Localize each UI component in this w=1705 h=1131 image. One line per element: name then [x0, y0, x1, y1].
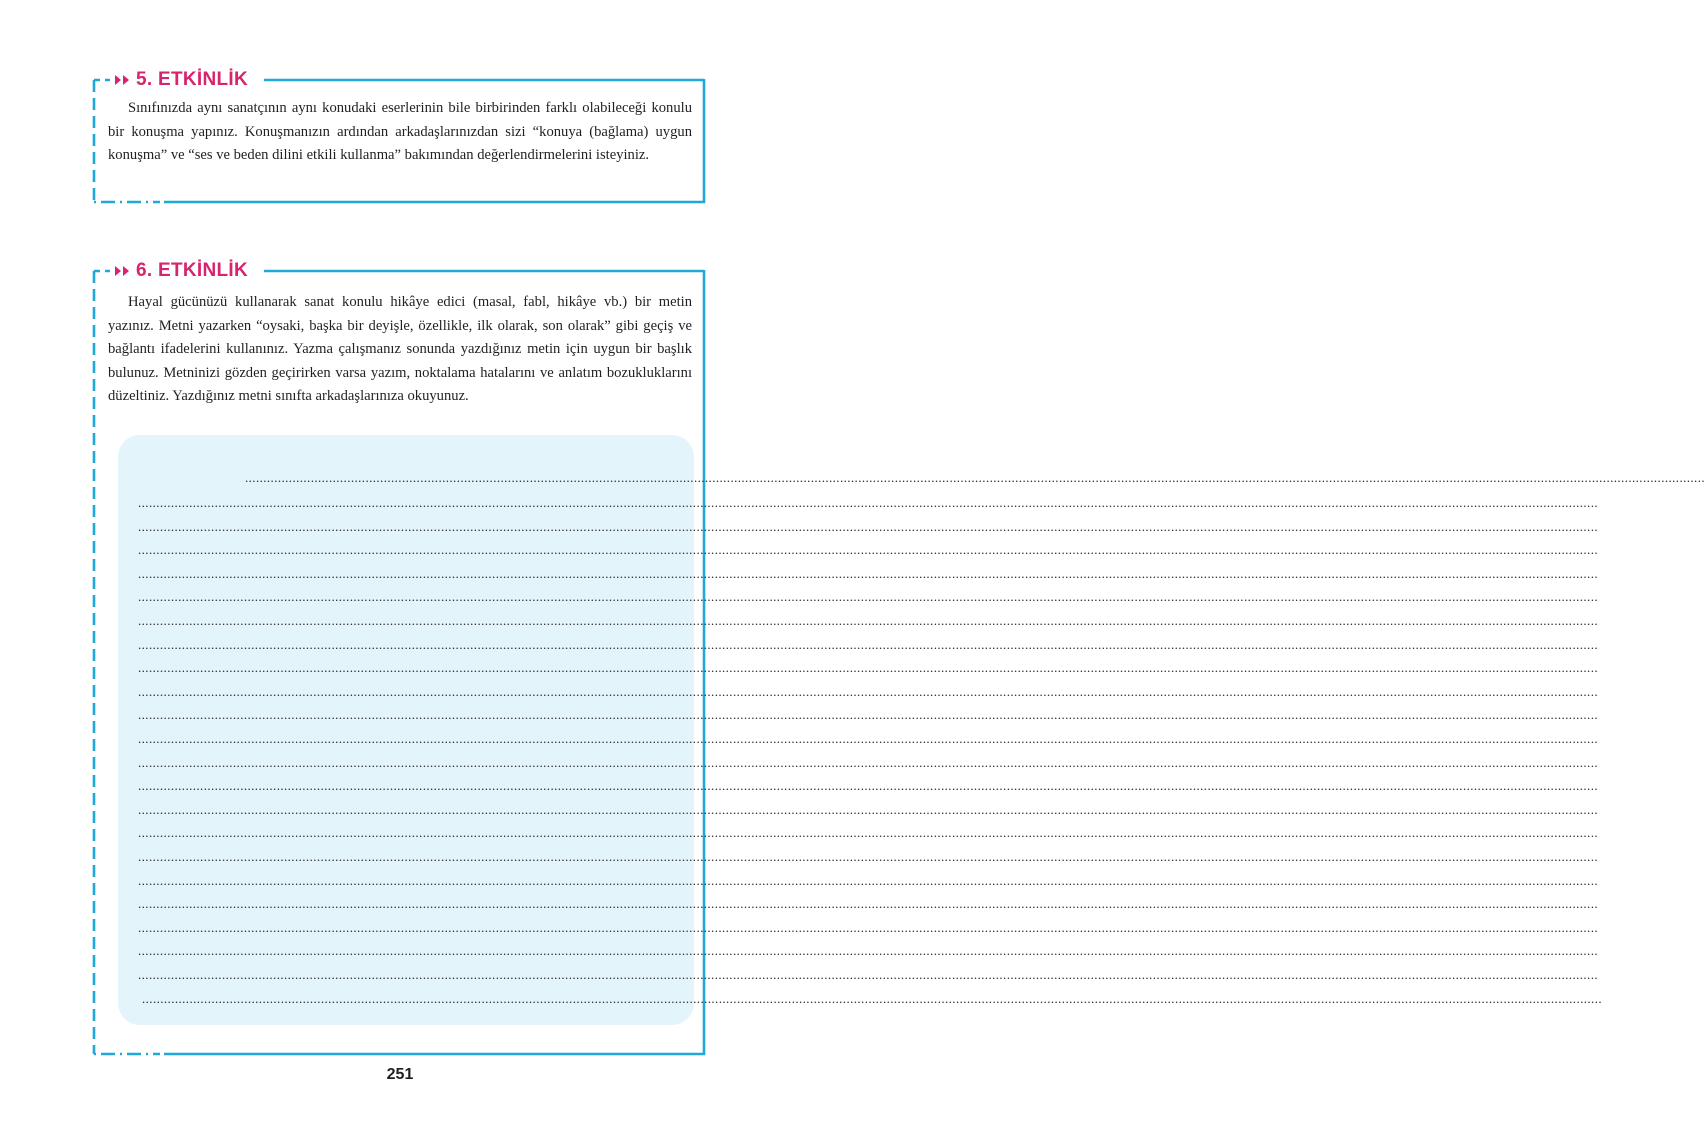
writing-line[interactable]: ................................................................................................................................................................................................................................................................................................................................................................................................................ — [142, 990, 1602, 1006]
activity-instructions: Sınıfınızda aynı sanatçının aynı konudaki eserlerinin bile birbirinden farklı olabileceği konulu bir konuşma yapınız. Konuşmanızın ardından arkadaşlarınızdan sizi “konuya (bağlama) uygun konuşma” ve “ses ve beden dilini etkili kullanma” bakımından değerlendirmelerini isteyiniz. — [108, 100, 692, 164]
double-arrow-icon — [114, 264, 132, 278]
double-arrow-icon — [114, 73, 132, 87]
writing-line[interactable]: ................................................................................................................................................................................................................................................................................................................................................................................................................ — [138, 589, 1598, 605]
page-number: 251 — [386, 1066, 414, 1083]
writing-line[interactable]: ................................................................................................................................................................................................................................................................................................................................................................................................................ — [138, 825, 1598, 841]
writing-line[interactable]: ................................................................................................................................................................................................................................................................................................................................................................................................................ — [138, 518, 1598, 534]
activity-heading — [110, 259, 254, 283]
writing-line[interactable]: ................................................................................................................................................................................................................................................................................................................................................................................................................ — [138, 660, 1598, 676]
writing-line[interactable]: ................................................................................................................................................................................................................................................................................................................................................................................................................ — [138, 683, 1598, 699]
title-writing-line[interactable]: ................................................................................................................................................................................................................................................................................................................................................................................................................ — [245, 470, 1705, 485]
writing-line[interactable]: ................................................................................................................................................................................................................................................................................................................................................................................................................ — [138, 636, 1598, 652]
activity-title: 5. ETKİNLİK — [136, 69, 249, 90]
writing-line[interactable]: ................................................................................................................................................................................................................................................................................................................................................................................................................ — [138, 754, 1598, 770]
activity-heading — [110, 68, 254, 92]
writing-area[interactable] — [118, 435, 1705, 1025]
writing-line[interactable]: ................................................................................................................................................................................................................................................................................................................................................................................................................ — [138, 967, 1598, 982]
writing-line[interactable]: ................................................................................................................................................................................................................................................................................................................................................................................................................ — [138, 919, 1598, 935]
writing-line[interactable]: ................................................................................................................................................................................................................................................................................................................................................................................................................ — [138, 565, 1598, 581]
writing-line[interactable]: ................................................................................................................................................................................................................................................................................................................................................................................................................ — [138, 778, 1598, 794]
writing-line[interactable]: ................................................................................................................................................................................................................................................................................................................................................................................................................ — [138, 613, 1598, 628]
writing-line[interactable]: ................................................................................................................................................................................................................................................................................................................................................................................................................ — [138, 801, 1598, 817]
writing-line[interactable]: ................................................................................................................................................................................................................................................................................................................................................................................................................ — [138, 707, 1598, 723]
writing-line[interactable]: ................................................................................................................................................................................................................................................................................................................................................................................................................ — [138, 896, 1598, 912]
activity-6-box — [92, 260, 1705, 1056]
writing-line[interactable]: ................................................................................................................................................................................................................................................................................................................................................................................................................ — [138, 849, 1598, 864]
activity-title: 6. ETKİNLİK — [136, 260, 249, 281]
writing-line[interactable]: ................................................................................................................................................................................................................................................................................................................................................................................................................ — [138, 542, 1598, 558]
writing-line[interactable]: ................................................................................................................................................................................................................................................................................................................................................................................................................ — [138, 943, 1598, 959]
writing-line[interactable]: ................................................................................................................................................................................................................................................................................................................................................................................................................ — [138, 731, 1598, 746]
activity-5-box — [92, 70, 706, 204]
writing-line[interactable]: ................................................................................................................................................................................................................................................................................................................................................................................................................ — [138, 872, 1598, 888]
activity-instructions: Hayal gücünüzü kullanarak sanat konulu hikâye edici (masal, fabl, hikâye vb.) bir metin yazınız. Metni yazarken “oysaki, başka bir deyişle, özellikle, ilk olarak, son olarak” gibi geçiş ve bağlantı ifadelerini kullanınız. Yazma çalışmanız sonunda yazdığınız metin için uygun bir başlık bulunuz. Metninizi gözden geçirirken varsa yazım, noktalama hatalarını ve anlatım bozukluklarını düzeltiniz. Yazdığınız metni sınıfta arkadaşlarınıza okuyunuz. — [108, 294, 692, 405]
writing-line[interactable]: ................................................................................................................................................................................................................................................................................................................................................................................................................ — [138, 495, 1598, 510]
